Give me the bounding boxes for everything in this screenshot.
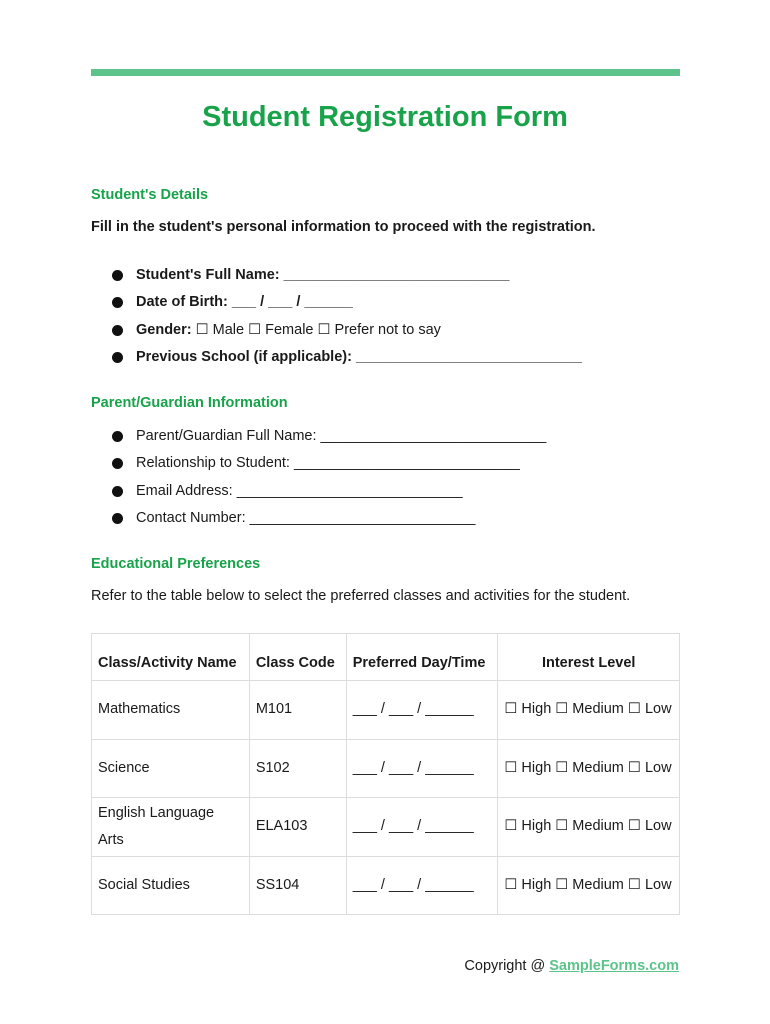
interest-level-cell[interactable]: ☐ High ☐ Medium ☐ Low [498, 739, 680, 798]
table-row [92, 798, 680, 857]
field-label: Previous School (if applicable): [136, 348, 352, 365]
table-row [92, 681, 680, 740]
column-header: Class/Activity Name [92, 634, 250, 681]
table-header-row [92, 634, 680, 681]
students-details-list [112, 265, 582, 374]
class-name-cell: Mathematics [92, 681, 250, 740]
gender-options[interactable]: ☐ Male ☐ Female ☐ Prefer not to say [191, 321, 441, 338]
bullet-icon [112, 297, 123, 308]
table-row [92, 739, 680, 798]
preferences-intro: Refer to the table below to select the preferred classes and activities for the student. [91, 588, 631, 604]
bullet-icon [112, 513, 123, 524]
bullet-icon [112, 486, 123, 497]
list-item-guardian-name[interactable] [112, 426, 546, 453]
preferred-time-cell[interactable]: ___ / ___ / ______ [346, 739, 498, 798]
list-item-date-of-birth[interactable] [112, 292, 582, 319]
guardian-list [112, 426, 546, 535]
preferences-table [91, 633, 680, 915]
relationship-field[interactable]: Relationship to Student: ____________________________ [136, 455, 520, 472]
bullet-icon [112, 352, 123, 363]
class-name-cell: Science [92, 739, 250, 798]
column-header: Class Code [249, 634, 346, 681]
field-label: Gender: [136, 321, 192, 338]
copyright-footer [464, 958, 679, 974]
contact-number-field[interactable]: Contact Number: ____________________________ [136, 509, 476, 526]
guardian-heading: Parent/Guardian Information [91, 395, 288, 411]
bullet-icon [112, 270, 123, 281]
list-item-contact-number[interactable] [112, 508, 546, 535]
class-code-cell: ELA103 [249, 798, 346, 857]
list-item-email[interactable] [112, 481, 546, 508]
preferred-time-cell[interactable]: ___ / ___ / ______ [346, 681, 498, 740]
date-of-birth-blank[interactable]: ___ / ___ / ______ [227, 294, 353, 311]
field-label: Date of Birth: [136, 294, 228, 311]
list-item-full-name[interactable] [112, 265, 582, 292]
field-label: Student's Full Name: [136, 267, 280, 283]
class-name-cell: Social Studies [92, 856, 250, 915]
guardian-name-field[interactable]: Parent/Guardian Full Name: ____________________________ [136, 428, 547, 444]
column-header: Preferred Day/Time [346, 634, 498, 681]
students-details-intro: Fill in the student's personal information to proceed with the registration. [91, 219, 596, 235]
brand-link[interactable]: SampleForms.com [549, 958, 679, 974]
preferences-heading: Educational Preferences [91, 556, 261, 572]
header-accent-bar [91, 69, 680, 76]
table-row [92, 856, 680, 915]
class-code-cell: SS104 [249, 856, 346, 915]
preferred-time-cell[interactable]: ___ / ___ / ______ [346, 856, 498, 915]
email-field[interactable]: Email Address: ____________________________ [136, 482, 463, 499]
class-code-cell: M101 [249, 681, 346, 740]
interest-level-cell[interactable]: ☐ High ☐ Medium ☐ Low [498, 798, 680, 857]
list-item-relationship[interactable] [112, 453, 546, 480]
column-header: Interest Level [498, 634, 680, 681]
interest-level-cell[interactable]: ☐ High ☐ Medium ☐ Low [498, 681, 680, 740]
list-item-gender[interactable] [112, 320, 582, 347]
previous-school-blank[interactable]: ____________________________ [351, 348, 582, 365]
students-details-heading: Student's Details [91, 187, 209, 203]
list-item-previous-school[interactable] [112, 347, 582, 374]
full-name-blank[interactable]: ____________________________ [279, 267, 510, 283]
copyright-text: Copyright @ [464, 958, 550, 974]
interest-level-cell[interactable]: ☐ High ☐ Medium ☐ Low [498, 856, 680, 915]
class-code-cell: S102 [249, 739, 346, 798]
bullet-icon [112, 431, 123, 442]
preferred-time-cell[interactable]: ___ / ___ / ______ [346, 798, 498, 857]
bullet-icon [112, 325, 123, 336]
bullet-icon [112, 458, 123, 469]
page-title: Student Registration Form [202, 101, 568, 133]
class-name-cell: English Language Arts [92, 798, 250, 857]
